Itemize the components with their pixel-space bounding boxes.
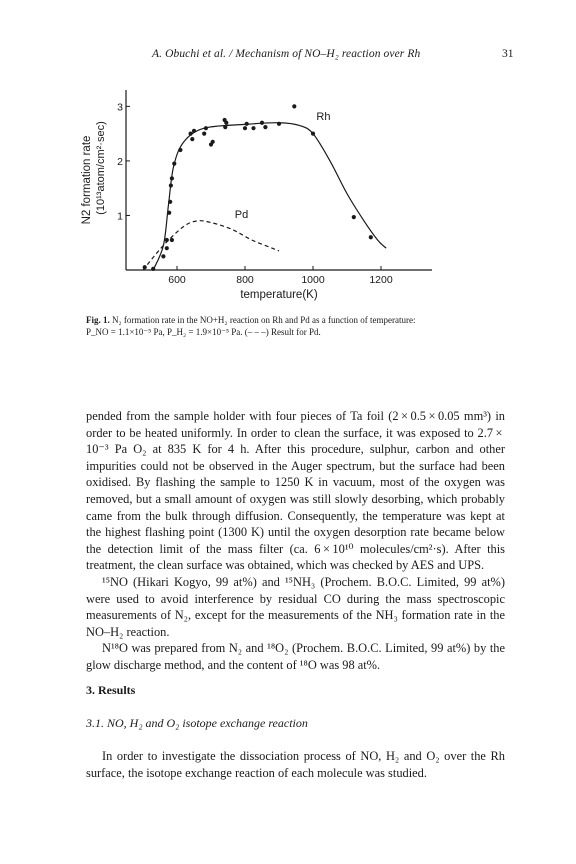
running-title: A. Obuchi et al. / Mechanism of NO–H₂ reaction over Rh	[152, 48, 421, 60]
rh-data-point	[169, 183, 173, 187]
caption-label: Fig. 1.	[86, 315, 110, 325]
rh-data-point	[202, 132, 206, 136]
rh-data-point	[192, 129, 196, 133]
body-text	[86, 408, 505, 674]
rh-data-point	[172, 162, 176, 166]
pd-data-point	[165, 246, 169, 250]
page-number: 31	[502, 48, 514, 60]
figure-1-chart	[60, 82, 500, 312]
x-axis-label: temperature(K)	[240, 289, 318, 301]
rh-data-point	[170, 176, 174, 180]
rh-data-point	[151, 267, 155, 271]
rh-data-point	[161, 254, 165, 258]
body-paragraph: pended from the sample holder with four pieces of Ta foil (2 × 0.5 × 0.05 mm³) in order to be heated uniformly. In order to clean the surface, it was exposed to 2.7 × 10⁻³ Pa O₂ at 835 K for 4 h. After this procedure, sulphur, carbon and other impurities could not be observed in the Auger spectrum, but the surface had been oxidised. By flashing the sample to 1250 K in vacuum, most of the oxygen was removed, but a small amount of oxygen was still slowly desorbing, which probably came from the bulk through diffusion. Consequently, the temperature was kept at the highest flashing point (1300 K) until the oxygen desorption rate became below the detection limit of the mass filter (ca. 6 × 10¹⁰ molecules/cm²·s). After this treatment, the clean surface was obtained, which was checked by AES and UPS.	[86, 409, 505, 573]
running-header	[0, 48, 576, 68]
pd-series-line	[143, 221, 279, 270]
rh-data-point	[263, 125, 267, 129]
rh-data-point	[189, 132, 193, 136]
rh-data-point	[251, 126, 255, 130]
rh-data-point	[311, 132, 315, 136]
rh-data-point	[245, 122, 249, 126]
pd-data-point	[170, 238, 174, 242]
rh-data-point	[260, 121, 264, 125]
rh-data-point	[277, 122, 281, 126]
x-tick-label: 1200	[369, 274, 393, 286]
rh-data-point	[369, 235, 373, 239]
rh-data-point	[167, 211, 171, 215]
y-tick-label: 1	[117, 210, 123, 223]
section-heading: 3. Results	[86, 683, 136, 697]
y-axis-unit-label: (10¹³atom/cm²·sec)	[95, 121, 107, 215]
rh-data-point	[224, 121, 228, 125]
body-paragraph: N¹⁸O was prepared from N₂ and ¹⁸O₂ (Prochem. B.O.C. Limited, 99 at%) by the glow discharge method, and the content of ¹⁸O was 98 at%.	[86, 641, 505, 672]
chart-labels	[81, 101, 393, 301]
y-tick-label: 3	[117, 101, 123, 114]
rh-data-point	[190, 137, 194, 141]
pd-series-label: Pd	[234, 209, 249, 222]
rh-data-point	[165, 238, 169, 242]
rh-data-point	[223, 125, 227, 129]
caption-line-2: P_NO = 1.1×10⁻⁵ Pa, P_H₂ = 1.9×10⁻⁵ Pa. (– – –) Result for Pd.	[86, 327, 321, 337]
caption-line-1: N₂ formation rate in the NO+H₂ reaction on Rh and Pd as a function of temperature:	[112, 315, 416, 325]
rh-data-point	[204, 126, 208, 130]
x-tick-label: 1000	[301, 274, 325, 286]
chart-curves	[143, 123, 386, 270]
rh-data-point	[211, 140, 215, 144]
rh-data-point	[178, 148, 182, 152]
y-axis-label: N2 formation rate	[81, 135, 93, 225]
body-paragraph: In order to investigate the dissociation process of NO, H₂ and O₂ over the Rh surface, the isotope exchange reaction of each molecule was studied.	[86, 749, 505, 780]
rh-series-line	[153, 123, 386, 270]
rh-data-point	[143, 265, 147, 269]
rh-series-label: Rh	[316, 111, 331, 123]
rh-data-point	[168, 200, 172, 204]
y-tick-label: 2	[117, 155, 123, 168]
subsection-heading: 3.1. NO, H₂ and O₂ isotope exchange reaction	[86, 716, 308, 730]
chart-points	[143, 104, 373, 271]
body-paragraph: ¹⁵NO (Hikari Kogyo, 99 at%) and ¹⁵NH₃ (Prochem. B.O.C. Limited, 99 at%) were used to avoid interference by residual CO during the mass spectroscopic measurements of N₂, except for the measurements of the NH₃ formation rate in the NO–H₂ reaction.	[86, 574, 505, 639]
rh-data-point	[243, 126, 247, 130]
x-tick-label: 800	[236, 274, 254, 286]
x-tick-label: 600	[168, 274, 186, 286]
rh-data-point	[352, 215, 356, 219]
figure-caption	[86, 314, 506, 338]
rh-data-point	[292, 104, 296, 108]
